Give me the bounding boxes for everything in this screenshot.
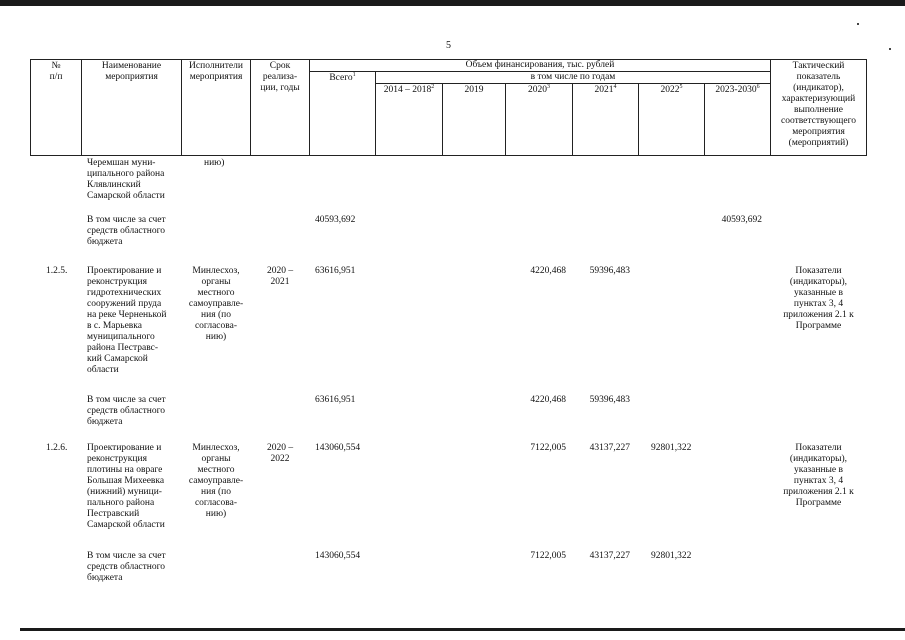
row-name: В том числе за счет средств областного бюджета bbox=[87, 215, 166, 247]
row-y2020: 7122,005 bbox=[530, 551, 566, 561]
row-total: 63616,951 bbox=[315, 395, 356, 405]
scan-speck bbox=[857, 23, 859, 25]
row-y2022: 92801,322 bbox=[651, 551, 692, 561]
header-year: 2023-2030$^6$ bbox=[715, 83, 760, 95]
row-term: 2020 – 2022 bbox=[266, 443, 294, 464]
row-total: 143060,554 bbox=[315, 551, 361, 561]
header-year: 2020$^3$ bbox=[528, 83, 550, 95]
header-num: № п/п bbox=[49, 61, 63, 82]
row-executors: Минлесхоз, органы местного самоуправле- ния (по согласова- нию) bbox=[188, 443, 244, 519]
row-name: В том числе за счет средств областного бюджета bbox=[87, 395, 166, 427]
page-number: 5 bbox=[446, 40, 451, 51]
row-total: 40593,692 bbox=[315, 215, 356, 225]
row-y2021: 59396,483 bbox=[589, 395, 630, 405]
row-name: В том числе за счет средств областного бюджета bbox=[87, 551, 166, 583]
header-by-years: в том числе по годам bbox=[530, 72, 616, 82]
header-year: 2014 – 2018$^2$ bbox=[383, 83, 435, 95]
row-y2020: 7122,005 bbox=[530, 443, 566, 453]
row-num: 1.2.6. bbox=[46, 443, 68, 453]
row-y2021: 43137,227 bbox=[589, 551, 630, 561]
row-y2023: 40593,692 bbox=[721, 215, 762, 225]
row-name: Проектирование и реконструкция гидротехнических сооружений пруда на реке Черненькой в с. Марьевка муниципального района Пестравс- кий Самарской области bbox=[87, 266, 167, 375]
header-funding: Объем финансирования, тыс. рублей bbox=[465, 60, 615, 70]
row-name: Черемшан муни- ципального района Клявлинский Самарской области bbox=[87, 158, 165, 201]
row-y2021: 59396,483 bbox=[589, 266, 630, 276]
row-name: Проектирование и реконструкция плотины на овраге Большая Михеевка (нижний) муници- пального района Пестравский Самарской области bbox=[87, 443, 165, 530]
row-indicator: Показатели (индикаторы), указанные в пунктах 3, 4 приложения 2.1 к Программе bbox=[783, 443, 854, 508]
header-year: 2019 bbox=[464, 85, 484, 95]
row-indicator: Показатели (индикаторы), указанные в пунктах 3, 4 приложения 2.1 к Программе bbox=[783, 266, 854, 331]
row-executors: нию) bbox=[204, 158, 225, 168]
scan-bottom-border bbox=[20, 628, 905, 631]
row-y2021: 43137,227 bbox=[589, 443, 630, 453]
row-num: 1.2.5. bbox=[46, 266, 68, 276]
scan-speck bbox=[889, 48, 891, 50]
header-total: Всего$^1$ bbox=[329, 71, 356, 83]
row-executors: Минлесхоз, органы местного самоуправле- ния (по согласова- нию) bbox=[188, 266, 244, 342]
header-year: 2022$^5$ bbox=[660, 83, 683, 95]
header-term: Срок реализа- ции, годы bbox=[260, 61, 300, 93]
row-y2020: 4220,468 bbox=[530, 395, 566, 405]
row-total: 63616,951 bbox=[315, 266, 356, 276]
scan-top-border bbox=[0, 0, 905, 6]
row-term: 2020 – 2021 bbox=[266, 266, 294, 287]
row-total: 143060,554 bbox=[315, 443, 361, 453]
header-year: 2021$^4$ bbox=[594, 83, 617, 95]
row-y2020: 4220,468 bbox=[530, 266, 566, 276]
row-y2022: 92801,322 bbox=[651, 443, 692, 453]
header-indicator: Тактический показатель (индикатор), характеризующий выполнение соответствующего мероприятия (мероприятий) bbox=[781, 61, 856, 148]
header-executors: Исполнители мероприятия bbox=[189, 61, 243, 82]
header-name: Наименование мероприятия bbox=[101, 61, 162, 82]
